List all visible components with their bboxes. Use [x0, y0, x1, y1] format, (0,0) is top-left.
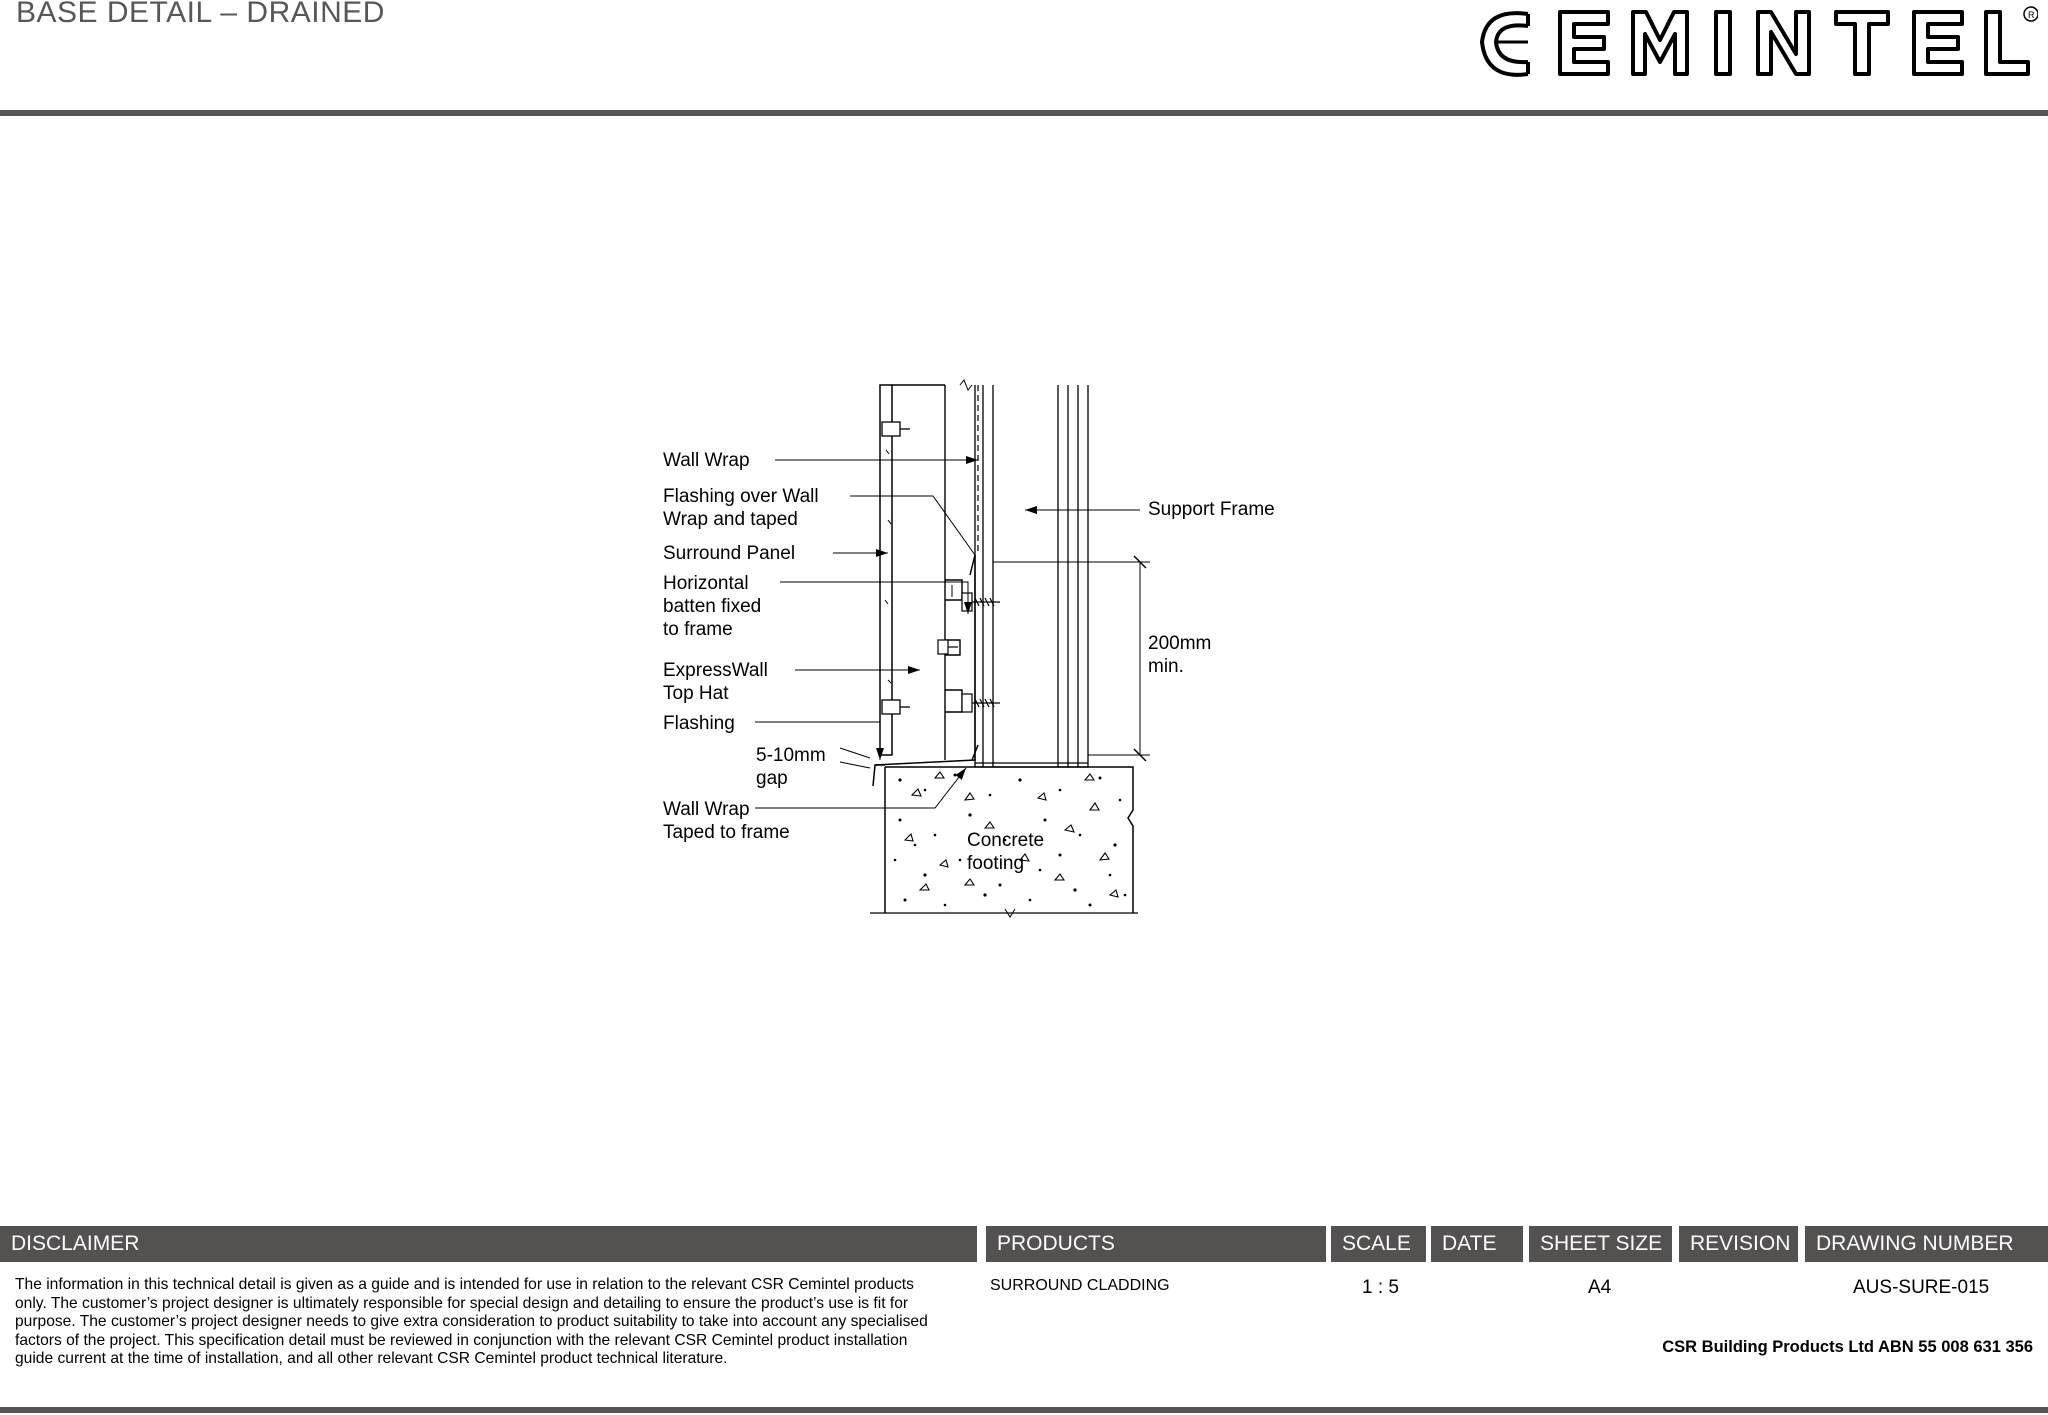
svg-text:R: R [2028, 10, 2035, 20]
label-wall-wrap: Wall Wrap [663, 450, 750, 471]
label-expresswall-top-hat: ExpressWall Top Hat [663, 660, 768, 704]
header-sheet-size: SHEET SIZE [1529, 1226, 1672, 1262]
label-support-frame: Support Frame [1148, 499, 1275, 520]
drawing-number-value: AUS-SURE-015 [1853, 1277, 1990, 1298]
label-dimension: 200mm min. [1148, 633, 1212, 677]
header-disclaimer: DISCLAIMER [0, 1226, 977, 1262]
batten-screws [938, 593, 1000, 712]
dimension-200mm [993, 556, 1150, 761]
company-abn: CSR Building Products Ltd ABN 55 008 631 356 [1662, 1338, 2033, 1356]
label-concrete-footing: Concrete footing [967, 830, 1045, 874]
footer-divider [0, 1407, 2048, 1413]
label-flashing: Flashing [663, 713, 735, 734]
scale-value: 1 : 5 [1362, 1277, 1399, 1298]
header-drawing-number: DRAWING NUMBER [1805, 1226, 2048, 1262]
header-revision: REVISION [1679, 1226, 1798, 1262]
support-frame [975, 385, 1088, 767]
sheet-size-value: A4 [1588, 1277, 1612, 1298]
label-flashing-over-wall-wrap: Flashing over Wall Wrap and taped [663, 486, 819, 530]
label-horizontal-batten: Horizontal batten fixed to frame [663, 573, 762, 640]
header-date: DATE [1431, 1226, 1523, 1262]
disclaimer-text: The information in this technical detail is given as a guide and is intended for use in relation to the relevant CSR Cemintel products only. The customer’s project designer is ultimately responsible for special design and detailing to ensure the product’s use is fit for purpose. The customer’s project designer needs to give extra consideration to product suitability to take into account any specialised factors of the project. This specification detail must be reviewed in conjunction with the relevant CSR Cemintel product installation guide current at the time of installation, and all other relevant CSR Cemintel product technical literature. [15, 1276, 928, 1367]
header-products: PRODUCTS [986, 1226, 1326, 1262]
page-title: BASE DETAIL – DRAINED [16, 0, 385, 29]
label-wall-wrap-taped: Wall Wrap Taped to frame [663, 799, 790, 843]
top-hat [945, 385, 962, 760]
products-value: SURROUND CLADDING [990, 1277, 1170, 1294]
header-scale: SCALE [1331, 1226, 1426, 1262]
label-surround-panel: Surround Panel [663, 543, 796, 564]
label-gap: 5-10mm gap [756, 745, 826, 789]
